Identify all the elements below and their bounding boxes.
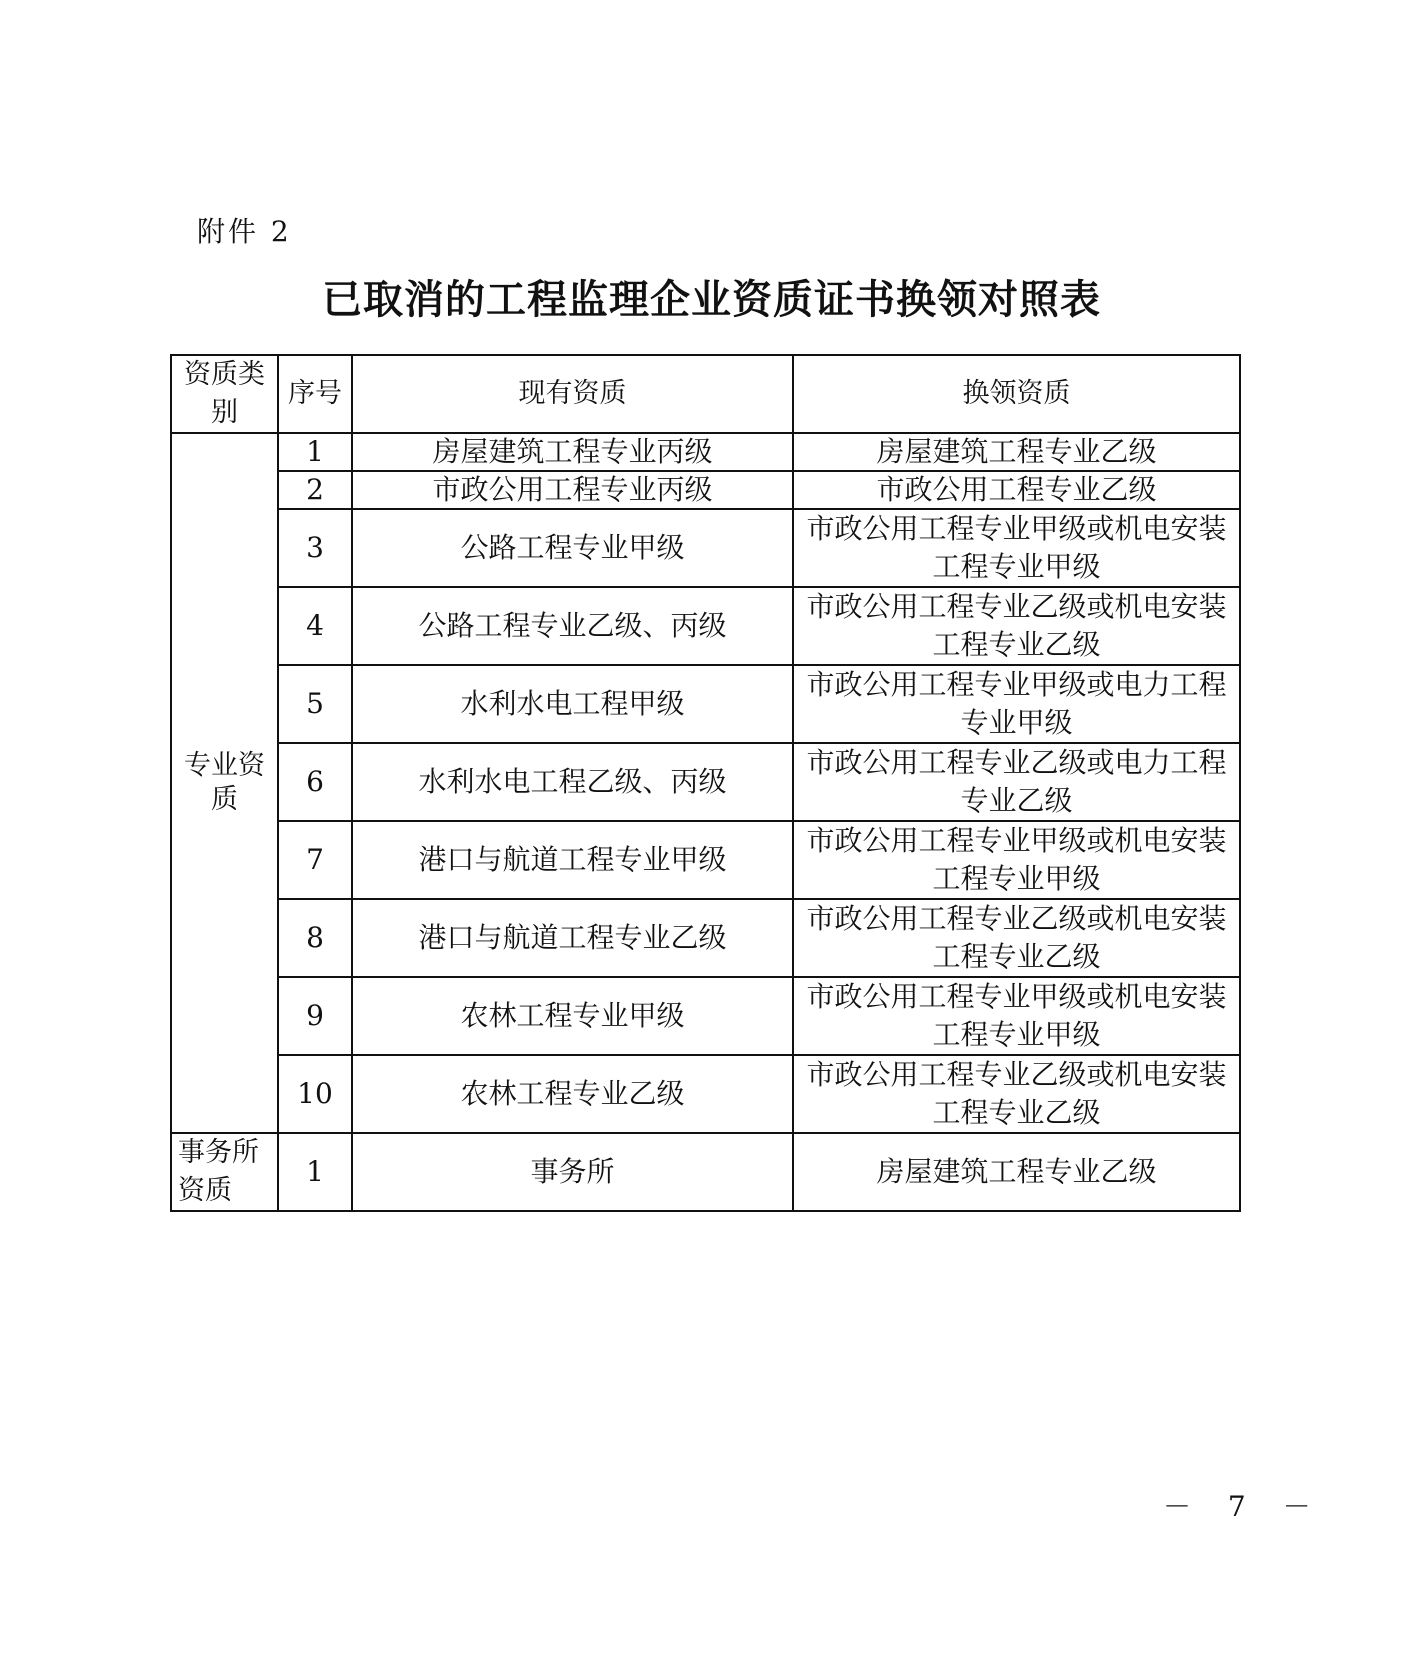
cell-existing: 水利水电工程乙级、丙级 xyxy=(352,743,793,821)
cell-new: 市政公用工程专业甲级或机电安装工程专业甲级 xyxy=(793,509,1240,587)
table-row xyxy=(171,899,1240,977)
cell-seq: 9 xyxy=(278,977,352,1055)
cell-new: 市政公用工程专业乙级或电力工程专业乙级 xyxy=(793,743,1240,821)
table-row xyxy=(171,1055,1240,1133)
cell-seq: 7 xyxy=(278,821,352,899)
cell-new: 房屋建筑工程专业乙级 xyxy=(793,1133,1240,1211)
cell-new: 市政公用工程专业乙级 xyxy=(793,471,1240,509)
table-row xyxy=(171,977,1240,1055)
table-row xyxy=(171,509,1240,587)
cell-new: 市政公用工程专业甲级或机电安装工程专业甲级 xyxy=(793,821,1240,899)
header-category: 资质类别 xyxy=(171,355,278,433)
category-office: 事务所资质 xyxy=(171,1133,278,1211)
table-row xyxy=(171,743,1240,821)
document-title: 已取消的工程监理企业资质证书换领对照表 xyxy=(322,277,1101,323)
cell-seq: 5 xyxy=(278,665,352,743)
cell-existing: 港口与航道工程专业甲级 xyxy=(352,821,793,899)
header-existing: 现有资质 xyxy=(352,355,793,433)
table-row xyxy=(171,665,1240,743)
cell-new: 市政公用工程专业甲级或电力工程专业甲级 xyxy=(793,665,1240,743)
cell-seq: 8 xyxy=(278,899,352,977)
cell-new: 市政公用工程专业乙级或机电安装工程专业乙级 xyxy=(793,587,1240,665)
cell-seq: 6 xyxy=(278,743,352,821)
attachment-label: 附件 2 xyxy=(197,215,292,248)
cell-existing: 港口与航道工程专业乙级 xyxy=(352,899,793,977)
cell-new: 市政公用工程专业乙级或机电安装工程专业乙级 xyxy=(793,899,1240,977)
header-seq: 序号 xyxy=(278,355,352,433)
cell-seq: 3 xyxy=(278,509,352,587)
cell-existing: 公路工程专业乙级、丙级 xyxy=(352,587,793,665)
page-number: － 7 － xyxy=(1163,1490,1325,1523)
cell-existing: 农林工程专业甲级 xyxy=(352,977,793,1055)
cell-new: 房屋建筑工程专业乙级 xyxy=(793,433,1240,471)
cell-seq: 1 xyxy=(278,433,352,471)
cell-seq: 10 xyxy=(278,1055,352,1133)
cell-existing: 公路工程专业甲级 xyxy=(352,509,793,587)
cell-seq: 4 xyxy=(278,587,352,665)
cell-existing: 农林工程专业乙级 xyxy=(352,1055,793,1133)
header-new: 换领资质 xyxy=(793,355,1240,433)
cell-existing: 水利水电工程甲级 xyxy=(352,665,793,743)
cell-new: 市政公用工程专业乙级或机电安装工程专业乙级 xyxy=(793,1055,1240,1133)
table-row xyxy=(171,471,1240,509)
table-row xyxy=(171,433,1240,471)
qualification-table xyxy=(170,354,1241,1212)
table-row xyxy=(171,1133,1240,1211)
cell-seq: 2 xyxy=(278,471,352,509)
table-row xyxy=(171,587,1240,665)
cell-existing: 市政公用工程专业丙级 xyxy=(352,471,793,509)
cell-new: 市政公用工程专业甲级或机电安装工程专业甲级 xyxy=(793,977,1240,1055)
category-professional: 专业资质 xyxy=(171,433,278,1133)
table-row xyxy=(171,821,1240,899)
table-header-row xyxy=(171,355,1240,433)
cell-seq: 1 xyxy=(278,1133,352,1211)
cell-existing: 房屋建筑工程专业丙级 xyxy=(352,433,793,471)
cell-existing: 事务所 xyxy=(352,1133,793,1211)
